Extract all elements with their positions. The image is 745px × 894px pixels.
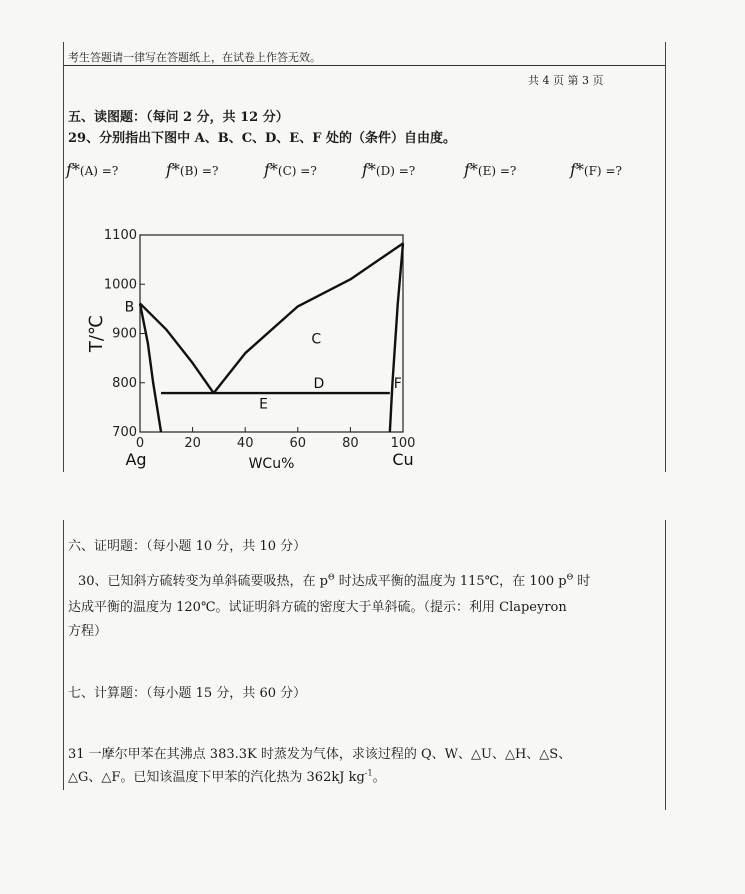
plot-frame bbox=[140, 235, 403, 432]
freedom-E: f*(E) =? bbox=[464, 160, 517, 179]
region-label-D: D bbox=[313, 375, 325, 392]
question-31-line1: 31 一摩尔甲苯在其沸点 383.3K 时蒸发为气体，求该过程的 Q、W、△U、△H、△S、 bbox=[68, 747, 572, 762]
section6-title: 六、证明题：（每小题 10 分，共 10 分） bbox=[68, 539, 307, 554]
question-30-line1: 30、已知斜方硫转变为单斜硫要吸热，在 $p^\Theta$ 时达成平衡的温度为 115℃，在 100 $p^\Theta$ 时 bbox=[78, 572, 591, 589]
y-tick-label: 800 bbox=[112, 375, 137, 391]
x-tick-label: 80 bbox=[342, 436, 359, 451]
phase-boundary-line bbox=[214, 243, 403, 393]
question-30-line2: 达成平衡的温度为 120℃。试证明斜方硫的密度大于单斜硫。（提示：利用 Clapeyron bbox=[68, 600, 567, 615]
question-29: 29、分别指出下图中 A、B、C、D、E、F 处的（条件）自由度。 bbox=[68, 131, 456, 146]
section5-title: 五、读图题：（每问 2 分，共 12 分） bbox=[68, 110, 289, 125]
x-axis-label: WCu% bbox=[248, 456, 295, 472]
x-tick-label: 20 bbox=[184, 436, 201, 451]
phase-boundary-line bbox=[390, 243, 403, 432]
phase-boundary-line bbox=[140, 303, 214, 393]
freedom-F: f*(F) =? bbox=[570, 160, 622, 179]
page-info: 共 4 页 第 3 页 bbox=[528, 74, 604, 87]
question-31-line2: △G、△F。已知该温度下甲苯的汽化热为 362kJ $kg^{-1}$。 bbox=[68, 768, 386, 785]
right-border-bottom bbox=[665, 520, 666, 810]
section7-title: 七、计算题：（每小题 15 分，共 60 分） bbox=[68, 686, 307, 701]
right-border-top bbox=[665, 42, 666, 472]
answer-notice: 考生答题请一律写在答题纸上，在试卷上作答无效。 bbox=[68, 51, 321, 64]
freedom-D: f*(D) =? bbox=[362, 160, 416, 179]
region-label-F: F bbox=[393, 375, 402, 392]
freedom-B: f*(B) =? bbox=[166, 160, 219, 179]
x-tick-label: 60 bbox=[289, 436, 307, 451]
region-label-B: B bbox=[124, 299, 135, 316]
right-end-label: Cu bbox=[392, 450, 414, 469]
header-rule bbox=[63, 65, 665, 66]
x-tick-label: 100 bbox=[390, 436, 416, 451]
left-end-label: Ag bbox=[125, 450, 147, 469]
y-tick-label: 700 bbox=[112, 425, 137, 440]
question-30-line3: 方程） bbox=[68, 624, 108, 639]
x-tick-label: 40 bbox=[236, 436, 254, 451]
freedom-A: f*(A) =? bbox=[66, 160, 119, 179]
left-border-bottom bbox=[63, 520, 64, 790]
freedom-list bbox=[64, 160, 664, 184]
region-label-E: E bbox=[259, 396, 269, 413]
y-tick-label: 1000 bbox=[103, 277, 137, 293]
region-label-C: C bbox=[311, 331, 322, 348]
y-tick-label: 900 bbox=[112, 326, 137, 342]
phase-diagram bbox=[60, 220, 460, 482]
y-axis-label: T/℃ bbox=[86, 314, 107, 353]
y-tick-label: 1100 bbox=[103, 228, 137, 243]
freedom-C: f*(C) =? bbox=[264, 160, 317, 179]
x-tick-label: 0 bbox=[135, 436, 145, 451]
